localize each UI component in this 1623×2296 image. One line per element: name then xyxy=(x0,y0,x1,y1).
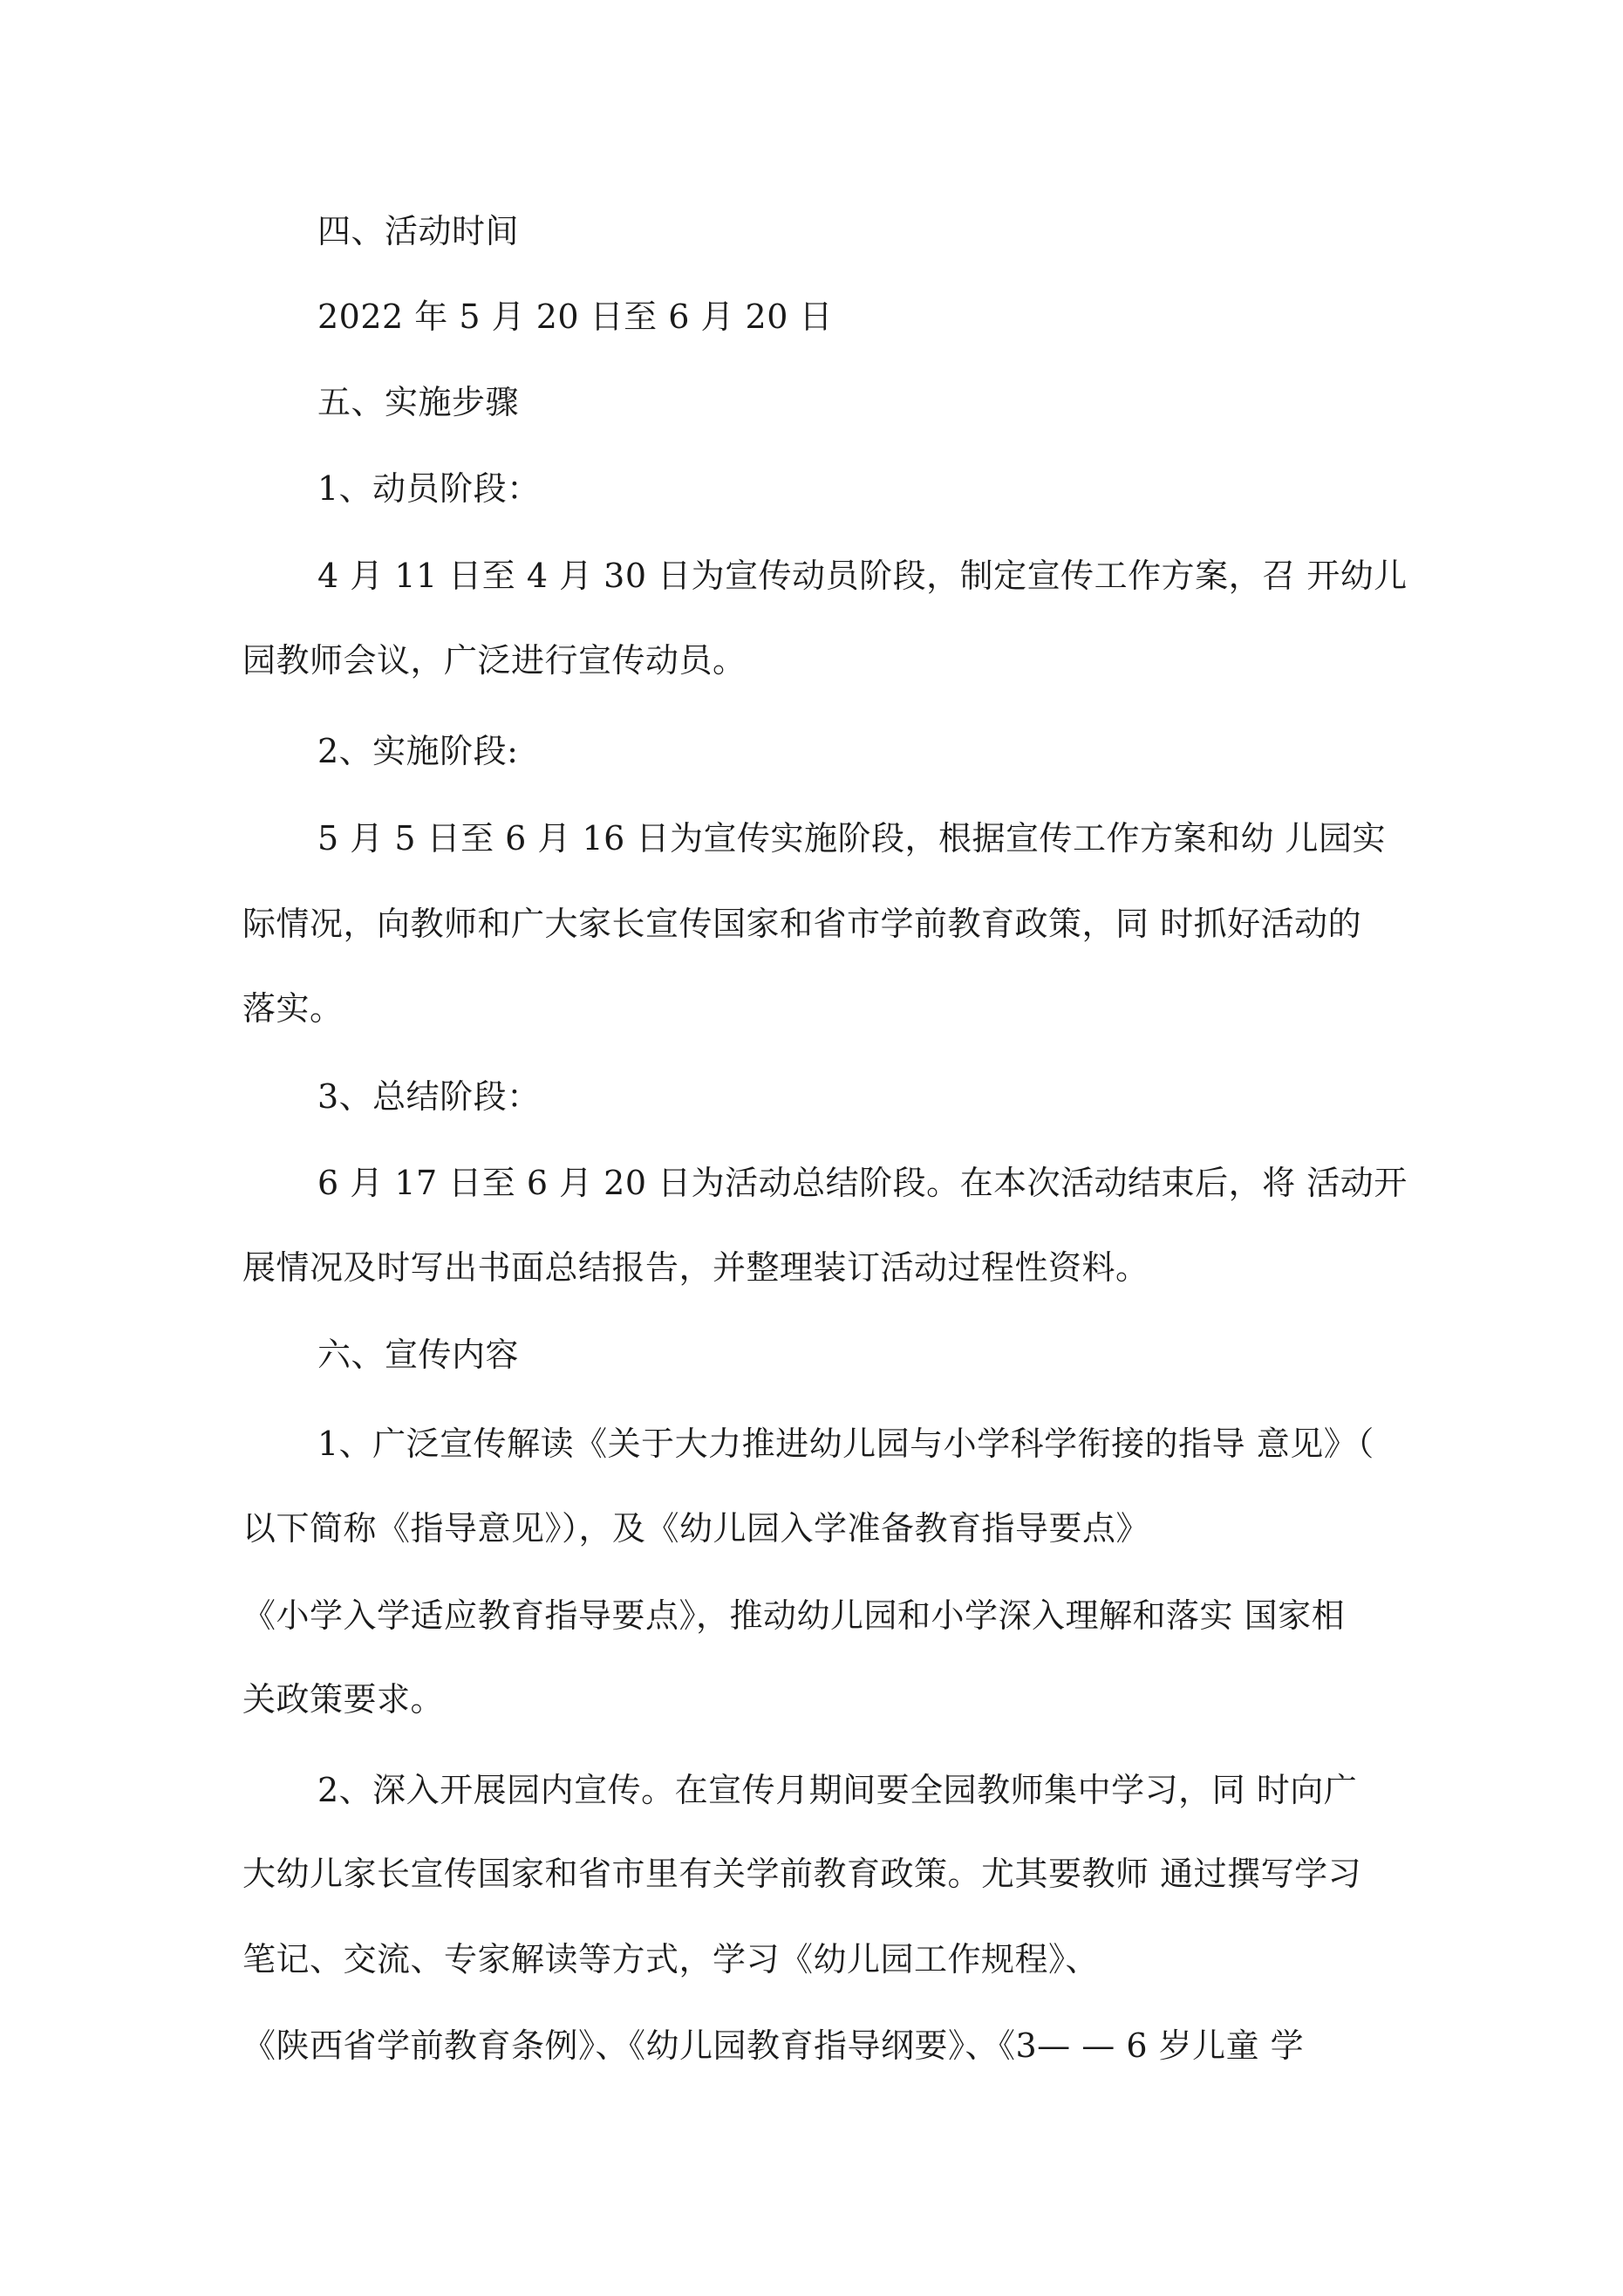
paragraph-line: 《小学入学适应教育指导要点》，推动幼儿园和小学深入理解和落实 国家相 xyxy=(242,1596,1346,1635)
paragraph-line: 2022 年 5 月 20 日至 6 月 20 日 xyxy=(317,297,833,336)
paragraph-line: 大幼儿家长宣传国家和省市里有关学前教育政策。尤其要教师 通过撰写学习 xyxy=(242,1855,1362,1893)
subheading-implementation: 2、实施阶段: xyxy=(317,732,519,770)
section-heading-content: 六、宣传内容 xyxy=(317,1336,520,1374)
section-heading-time: 四、活动时间 xyxy=(317,212,520,250)
paragraph-line: 1、广泛宣传解读《关于大力推进幼儿园与小学科学衔接的指导 意见》（ xyxy=(317,1425,1374,1463)
paragraph-line: 笔记、交流、专家解读等方式，学习《幼儿园工作规程》、 xyxy=(242,1940,1100,1978)
paragraph-line: 落实。 xyxy=(242,989,344,1028)
paragraph-line: 5 月 5 日至 6 月 16 日为宣传实施阶段，根据宣传工作方案和幼 儿园实 xyxy=(317,819,1387,858)
paragraph-line: 《陕西省学前教育条例》、《幼儿园教育指导纲要》、《3— — 6 岁儿童 学 xyxy=(242,2026,1305,2065)
paragraph-line: 2、深入开展园内宣传。在宣传月期间要全园教师集中学习，同 时向广 xyxy=(317,1771,1358,1809)
section-heading-steps: 五、实施步骤 xyxy=(317,383,520,421)
paragraph-line: 6 月 17 日至 6 月 20 日为活动总结阶段。在本次活动结束后，将 活动开 xyxy=(317,1164,1408,1202)
paragraph-line: 4 月 11 日至 4 月 30 日为宣传动员阶段，制定宣传工作方案，召 开幼儿 xyxy=(317,557,1408,595)
subheading-summary: 3、总结阶段： xyxy=(317,1077,541,1116)
subheading-mobilization: 1、动员阶段： xyxy=(317,469,541,508)
paragraph-line: 关政策要求。 xyxy=(242,1680,445,1719)
paragraph-line: 园教师会议，广泛进行宣传动员。 xyxy=(242,641,747,680)
paragraph-line: 际情况，向教师和广大家长宣传国家和省市学前教育政策，同 时抓好活动的 xyxy=(242,905,1362,943)
paragraph-line: 展情况及时写出书面总结报告，并整理装订活动过程性资料。 xyxy=(242,1248,1149,1287)
paragraph-line: 以下简称《指导意见》），及《幼儿园入学准备教育指导要点》 xyxy=(242,1509,1150,1548)
